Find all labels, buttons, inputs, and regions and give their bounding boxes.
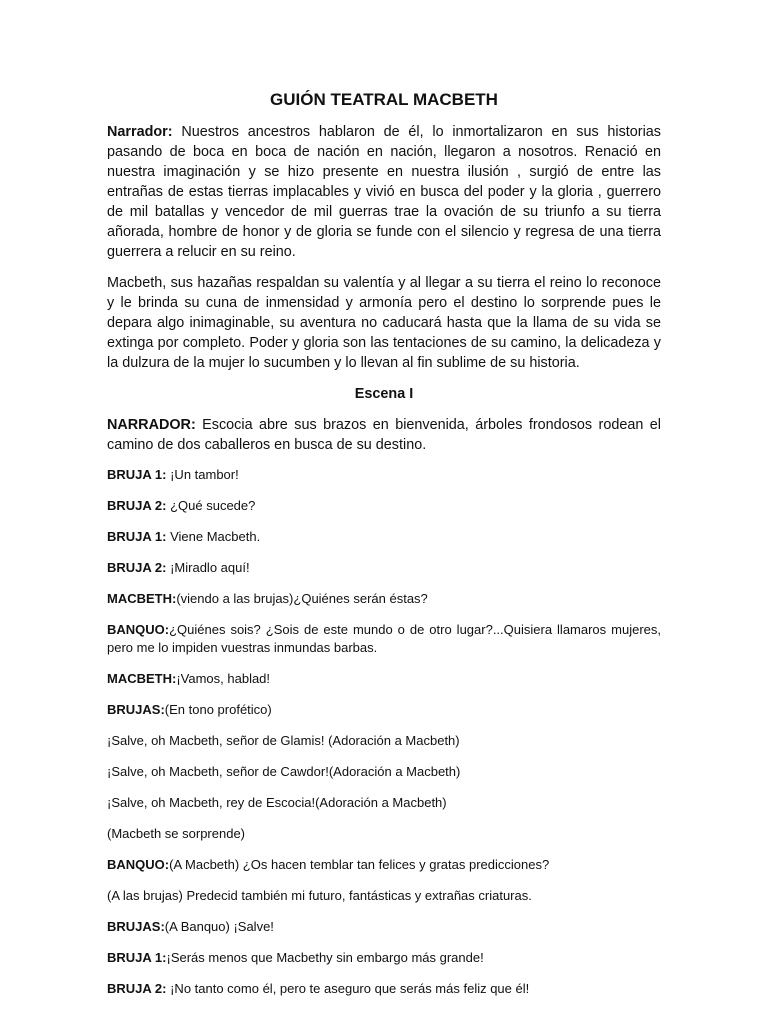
dialogue-line [107,794,661,812]
dialogue-line [107,763,661,781]
speaker-label: MACBETH: [107,671,177,686]
dialogue-text: ¡Vamos, hablad! [176,671,271,686]
dialogue-text: Viene Macbeth. [166,529,261,544]
dialogue-line [107,528,661,546]
speaker-label: BANQUO: [107,857,170,872]
speaker-label: MACBETH: [107,591,177,606]
document-title: GUIÓN TEATRAL MACBETH [270,90,498,109]
dialogue-line [107,559,661,577]
dialogue-line [107,949,661,967]
dialogue-text: (viendo a las brujas)¿Quiénes serán éstas? [176,591,428,606]
paragraph-text: Nuestros ancestros hablaron de él, lo inmortalizaron en sus historias pasando de boca en boca de nación en nación, llegaron a nosotros. Renació en nuestra imaginación y se hizo presente en nuestra ilusión , surgió de entre las entrañas de estas tierras implacables y vivió en busca del poder y la gloria , guerrero de mil batallas y vencedor de mil guerras trae la ovación de su triunfo a su tierra añorada, hombre de honor y de gloria se funde con el silencio y regresa de una tierra guerrera a relucir en su reino. [107,124,661,260]
dialogue-text: ¡Un tambor! [166,467,239,482]
dialogue-text: ¿Quiénes sois? ¿Sois de este mundo o de otro lugar?...Quisiera llamaros mujeres, pero me lo impiden vuestras inmundas barbas. [107,622,661,655]
dialogue-line [107,980,661,998]
dialogue-line [107,670,661,688]
intro-paragraph [107,122,661,262]
dialogue-text: ¡Miradlo aquí! [166,560,250,575]
scene-title: Escena I [354,386,414,402]
dialogue-text: (A Macbeth) ¿Os hacen temblar tan felices y gratas predicciones? [169,857,550,872]
dialogue-line [107,732,661,750]
speaker-label: Narrador: [107,124,173,140]
dialogue-text: ¡Salve, oh Macbeth, rey de Escocia!(Adoración a Macbeth) [107,795,447,810]
dialogue-line [107,918,661,936]
dialogue-text: (A las brujas) Predecid también mi futuro, fantásticas y extrañas criaturas. [107,888,532,903]
intro-paragraph [107,273,661,373]
paragraph-text: Macbeth, sus hazañas respaldan su valentía y al llegar a su tierra el reino lo reconoce y le brinda su cuna de inmensidad y armonía pero el destino lo sorprende pues le depara algo inimaginable, su aventura no caducará hasta que la llama de su vida se extinga por completo. Poder y gloria son las tentaciones de su camino, la delicadeza y la dulzura de la mujer lo sucumben y lo llevan al fin sublime de su historia. [107,275,661,371]
dialogue-list [107,466,661,998]
speaker-label: BRUJA 1: [107,950,167,965]
dialogue-line [107,590,661,608]
speaker-label: BANQUO: [107,622,170,637]
dialogue-text: (Macbeth se sorprende) [107,826,246,841]
scene-narration [107,415,661,455]
speaker-label: BRUJA 1: [107,529,167,544]
dialogue-text: ¡Salve, oh Macbeth, señor de Cawdor!(Adoración a Macbeth) [107,764,461,779]
dialogue-text: ¡No tanto como él, pero te aseguro que serás más feliz que él! [166,981,530,996]
speaker-label: BRUJA 2: [107,981,167,996]
dialogue-line [107,887,661,905]
speaker-label: BRUJAS: [107,702,165,717]
dialogue-line [107,825,661,843]
speaker-label: NARRADOR: [107,417,196,433]
dialogue-line [107,466,661,484]
speaker-label: BRUJA 2: [107,560,167,575]
speaker-label: BRUJAS: [107,919,165,934]
speaker-label: BRUJA 1: [107,467,167,482]
dialogue-line [107,701,661,719]
dialogue-text: ¡Serás menos que Macbethy sin embargo más grande! [166,950,484,965]
dialogue-line [107,621,661,657]
dialogue-text: ¡Salve, oh Macbeth, señor de Glamis! (Adoración a Macbeth) [107,733,460,748]
dialogue-text: (En tono profético) [164,702,272,717]
speaker-label: BRUJA 2: [107,498,167,513]
dialogue-line [107,497,661,515]
dialogue-line [107,856,661,874]
dialogue-text: ¿Qué sucede? [166,498,256,513]
dialogue-text: (A Banquo) ¡Salve! [164,919,274,934]
paragraph-text: Escocia abre sus brazos en bienvenida, árboles frondosos rodean el camino de dos caballeros en busca de su destino. [107,417,661,453]
